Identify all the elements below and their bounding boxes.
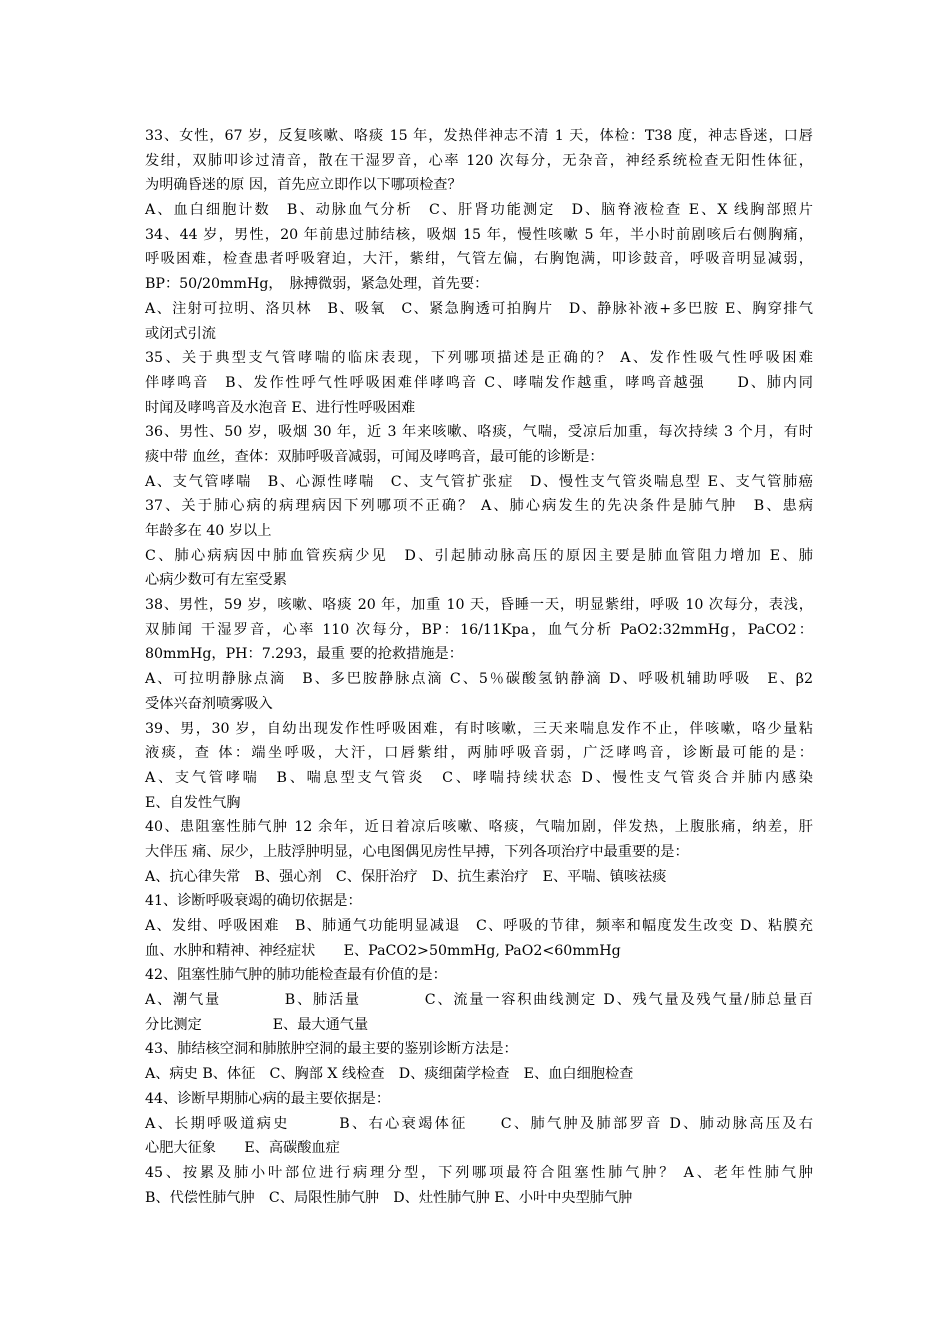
- text-line: 受体兴奋剂喷雾吸入: [145, 695, 273, 712]
- text-line: 40、患阻塞性肺气肿 12 余年，近日着凉后咳嗽、咯痰，气喘加剧，伴发热，上腹胀痛，纳差，肝: [145, 819, 813, 836]
- text-line: 或闭式引流: [145, 325, 216, 342]
- text-line: 心肥大征象 E、高碳酸血症: [145, 1140, 340, 1157]
- text-line: A、注射可拉明、洛贝林 B、吸氧 C、紧急胸透可拍胸片 D、静脉补液+多巴胺 E、胸穿排气: [145, 300, 813, 317]
- text-line: 34、44 岁，男性，20 年前患过肺结核，吸烟 15 年，慢性咳嗽 5 年，半小时前剧咳后右侧胸痛，: [145, 226, 813, 243]
- text-line: 痰中带 血丝，查体：双肺呼吸音减弱，可闻及哮鸣音，最可能的诊断是：: [145, 448, 604, 465]
- text-line: 血、水肿和精神、神经症状 E、PaCO2>50mmHg, PaO2<60mmHg: [145, 942, 621, 959]
- text-line: 44、诊断早期肺心病的最主要依据是：: [145, 1090, 391, 1107]
- text-line: A、支气管哮喘 B、心源性哮喘 C、支气管扩张症 D、慢性支气管炎喘息型 E、支气管肺癌: [145, 473, 813, 490]
- text-line: E、自发性气胸: [145, 794, 241, 811]
- text-line: 发绀，双肺叩诊过清音，散在干湿罗音，心率 120 次每分，无杂音，神经系统检查无阳性体征，: [145, 152, 813, 169]
- text-line: 41、诊断呼吸衰竭的确切依据是：: [145, 893, 362, 910]
- text-line: A、抗心律失常 B、强心剂 C、保肝治疗 D、抗生素治疗 E、平喘、镇咳祛痰: [145, 868, 667, 885]
- text-line: 35、关于典型支气管哮喘的临床表现，下列哪项描述是正确的？ A、发作性吸气性呼吸困难: [145, 350, 813, 367]
- text-line: 年龄多在 40 岁以上: [145, 523, 272, 539]
- text-line: 心病少数可有左室受累: [145, 572, 287, 589]
- text-line: A、潮气量 B、肺活量 C、流量一容积曲线测定 D、残气量及残气量/肺总量百: [145, 992, 813, 1009]
- text-line: 时闻及哮鸣音及水泡音 E、进行性呼吸困难: [145, 399, 416, 416]
- text-line: 43、肺结核空洞和肺脓肿空洞的最主要的鉴别诊断方法是：: [145, 1041, 518, 1058]
- text-line: 大伴压 痛、尿少，上肢浮肿明显，心电图偶见房性早搏，下列各项治疗中最重要的是：: [145, 843, 689, 860]
- text-line: 呼吸困难，检查患者呼吸窘迫，大汗，紫绀，气管左偏，右胸饱满，叩诊鼓音，呼吸音明显减弱，: [145, 251, 813, 268]
- text-line: 伴哮鸣音 B、发作性呼气性呼吸困难伴哮鸣音 C、哮喘发作越重，哮鸣音越强 D、肺内同: [145, 374, 813, 391]
- text-line: 33、女性，67 岁，反复咳嗽、咯痰 15 年，发热伴神志不清 1 天，体检：T38 度，神志昏迷，口唇: [145, 128, 813, 144]
- text-line: A、发绀、呼吸困难 B、肺通气功能明显减退 C、呼吸的节律，频率和幅度发生改变 D、粘膜充: [145, 918, 813, 934]
- text-line: A、可拉明静脉点滴 B、多巴胺静脉点滴 C、5％碳酸氢钠静滴 D、呼吸机辅助呼吸 E、β2: [145, 671, 813, 688]
- text-line: 38、男性，59 岁，咳嗽、咯痰 20 年，加重 10 天，昏睡一天，明显紫绀，呼吸 10 次每分，表浅，: [145, 597, 813, 614]
- text-line: A、支气管哮喘 B、喘息型支气管炎 C、哮喘持续状态 D、慢性支气管炎合并肺内感染: [145, 769, 813, 786]
- text-line: 80mmHg，PH：7.293，最重 要的抢救措施是：: [145, 646, 463, 663]
- text-line: 液痰，查 体：端坐呼吸，大汗，口唇紫绀，两肺呼吸音弱，广泛哮鸣音，诊断最可能的是：: [145, 745, 813, 762]
- text-line: A、病史 B、体征 C、胸部 X 线检查 D、痰细菌学检查 E、血白细胞检查: [145, 1066, 634, 1083]
- text-line: 分比测定 E、最大通气量: [145, 1016, 369, 1033]
- text-line: C、肺心病病因中肺血管疾病少见 D、引起肺动脉高压的原因主要是肺血管阻力增加 E、肺: [145, 547, 813, 564]
- document-page: [145, 124, 813, 1210]
- text-line: A、长期呼吸道病史 B、右心衰竭体征 C、肺气肿及肺部罗音 D、肺动脉高压及右: [145, 1115, 813, 1132]
- text-line: 37、关于肺心病的病理病因下列哪项不正确？ A、肺心病发生的先决条件是肺气肿 B、患病: [145, 498, 813, 515]
- text-line: A、血白细胞计数 B、动脉血气分析 C、肝肾功能测定 D、脑脊液检查 E、X 线胸部照片: [145, 202, 813, 219]
- text-line: B、代偿性肺气肿 C、局限性肺气肿 D、灶性肺气肿 E、小叶中央型肺气肿: [145, 1189, 633, 1206]
- text-line: 42、阻塞性肺气肿的肺功能检查最有价值的是：: [145, 967, 447, 984]
- text-line: BP：50/20mmHg， 脉搏微弱，紧急处理，首先要：: [145, 276, 489, 293]
- text-line: 45、按累及肺小叶部位进行病理分型，下列哪项最符合阻塞性肺气肿？ A、老年性肺气肿: [145, 1164, 813, 1181]
- text-line: 36、男性、50 岁，吸烟 30 年，近 3 年来咳嗽、咯痰，气喘，受凉后加重，每次持续 3 个月，有时: [145, 424, 813, 441]
- text-line: 为明确昏迷的原 因，首先应立即作以下哪项检查？: [145, 177, 462, 194]
- text-line: 双肺闻 干湿罗音，心率 110 次每分，BP：16/11Kpa，血气分析 PaO2:32mmHg，PaCO2：: [145, 621, 813, 638]
- text-line: 39、男，30 岁，自幼出现发作性呼吸困难，有时咳嗽，三天来喘息发作不止，伴咳嗽，咯少量粘: [145, 720, 813, 737]
